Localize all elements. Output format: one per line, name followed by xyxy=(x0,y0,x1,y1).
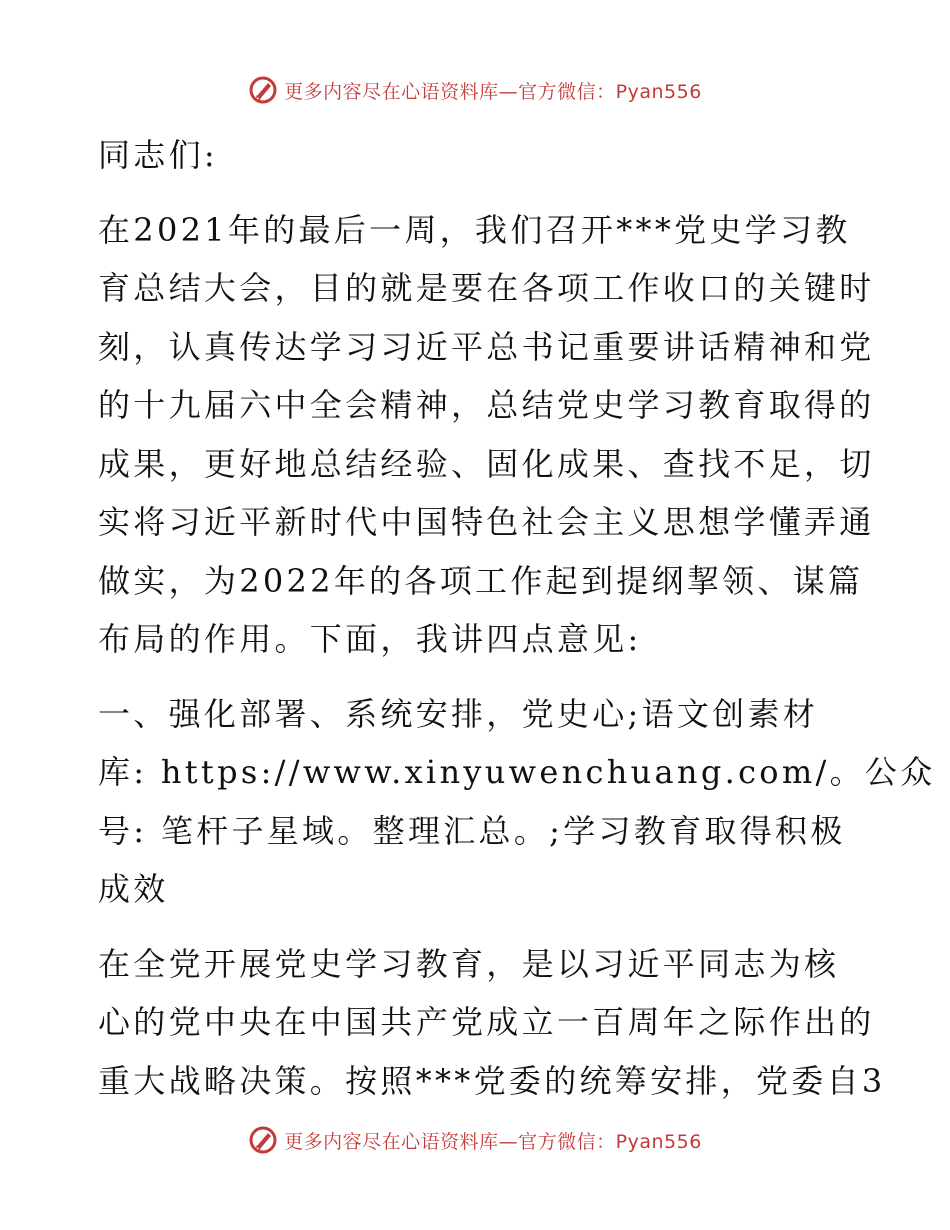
paragraph-line: 在全党开展党史学习教育，是以习近平同志为核 xyxy=(98,944,840,983)
paragraph-line: 重大战略决策。按照***党委的统筹安排，党委自3 xyxy=(98,1061,886,1100)
paragraph-line: 刻，认真传达学习习近平总书记重要讲话精神和党 xyxy=(98,327,875,366)
paragraph-line: 成果，更好地总结经验、固化成果、查找不足，切 xyxy=(98,444,875,483)
paragraph-line: 号: 笔杆子星域。整理汇总。;学习教育取得积极 xyxy=(98,811,846,850)
paragraph-line: 育总结大会，目的就是要在各项工作收口的关键时 xyxy=(98,269,875,307)
paragraph-line: 同志们: xyxy=(98,136,218,174)
intro-paragraph xyxy=(98,201,875,669)
paragraph-line: 做实，为2022年的各项工作起到提纲挈领、谋篇 xyxy=(98,561,864,600)
section-heading-paragraph xyxy=(98,685,936,919)
paragraph-line: 实将习近平新时代中国特色社会主义思想学懂弄通 xyxy=(98,503,875,541)
watermark-text: 更多内容尽在心语资料库—官方微信：Pyan556 xyxy=(284,80,702,103)
paragraph-line: 成效 xyxy=(98,870,169,908)
footer-watermark xyxy=(0,1120,950,1160)
paragraph-line: 在2021年的最后一周，我们召开***党史学习教 xyxy=(98,210,851,249)
paragraph-line: 库: https://www.xinyuwenchuang.com/。公众 xyxy=(98,753,936,791)
paragraph-line: 的十九届六中全会精神，总结党史学习教育取得的 xyxy=(98,386,875,424)
paragraph-line: 一、强化部署、系统安排，党史心;语文创素材 xyxy=(98,694,819,733)
greeting-paragraph xyxy=(98,126,858,185)
header-watermark xyxy=(0,70,950,110)
pen-logo-icon xyxy=(248,75,278,105)
body-paragraph xyxy=(98,935,886,1111)
paragraph-line: 心的党中央在中国共产党成立一百周年之际作出的 xyxy=(98,1003,875,1041)
paragraph-line: 布局的作用。下面，我讲四点意见: xyxy=(98,620,642,658)
watermark-text: 更多内容尽在心语资料库—官方微信：Pyan556 xyxy=(284,1130,702,1153)
pen-logo-icon xyxy=(248,1125,278,1155)
document-body xyxy=(98,126,936,1110)
